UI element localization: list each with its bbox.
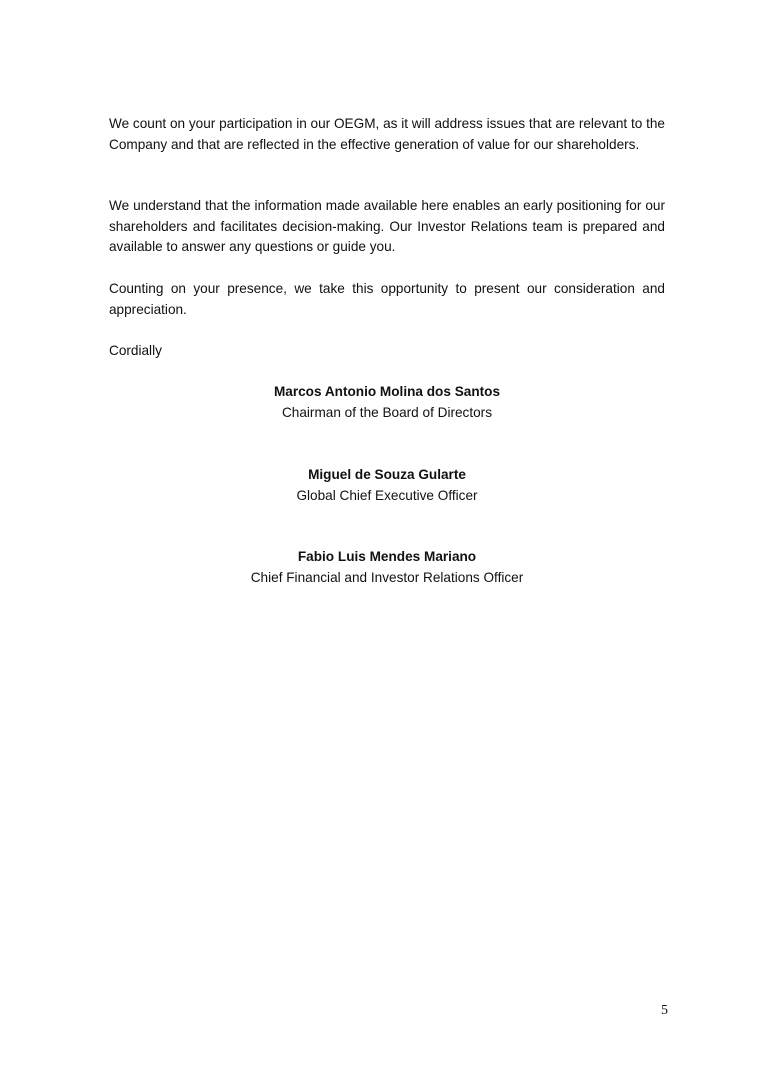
- signatory-name: Miguel de Souza Gularte: [308, 467, 466, 482]
- signatory-ceo: [109, 465, 665, 506]
- signatory-name: Fabio Luis Mendes Mariano: [297, 549, 477, 564]
- paragraph-presence: Counting on your presence, we take this opportunity to present our consideration and appreciation.: [109, 281, 665, 317]
- page-number: 5: [661, 1003, 668, 1018]
- signatory-cfo: [109, 547, 665, 588]
- signatory-title: Chief Financial and Investor Relations Officer: [250, 569, 524, 585]
- paragraph-information: We understand that the information made available here enables an early positioning for our shareholders and facilitates decision-making. Our Investor Relations team is prepared and available to answer any questions or guide you.: [109, 198, 665, 255]
- signatory-title: Global Chief Executive Officer: [296, 487, 478, 503]
- signatory-name: Marcos Antonio Molina dos Santos: [273, 384, 501, 399]
- signatory-title: Chairman of the Board of Directors: [281, 404, 493, 420]
- signatory-chairman: [109, 382, 665, 423]
- closing-salutation: Cordially: [109, 343, 162, 358]
- paragraph-participation: We count on your participation in our OEGM, as it will address issues that are relevant to the Company and that are reflected in the effective generation of value for our shareholders.: [109, 116, 665, 152]
